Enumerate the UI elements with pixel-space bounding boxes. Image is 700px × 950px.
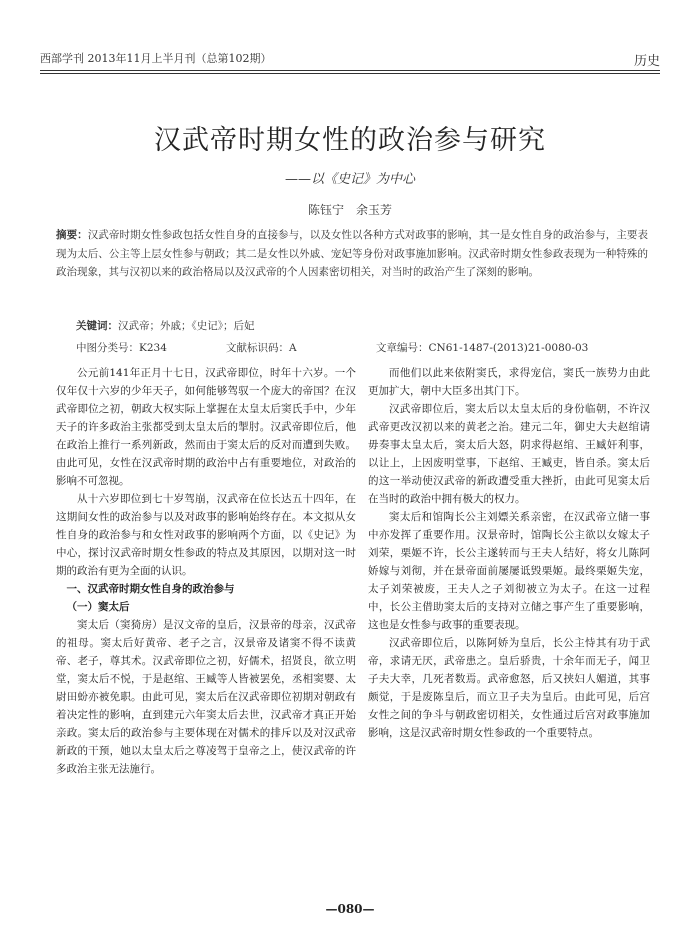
abstract xyxy=(56,226,648,282)
article-title: 汉武帝时期女性的政治参与研究 xyxy=(154,125,546,156)
authors: 陈钰宁 余玉芳 xyxy=(307,203,392,217)
clc-number: 中图分类号：K234 xyxy=(76,342,167,354)
abstract-text: 汉武帝时期女性参政包括女性自身的直接参与，以及女性以各种方式对政事的影响，其一是女性自身的政治参与，主要表现为太后、公主等上层女性参与朝政；其二是女性以外戚、宠妃等身份对政事施加影响。汉武帝时期女性参政表现为一种特殊的政治现象，其与汉初以来的政治格局以及汉武帝的个人因素密切相关，对当时的政治产生了深刻的影响。 xyxy=(56,229,648,278)
header-rule-thin xyxy=(40,73,660,74)
abstract-label: 摘要： xyxy=(56,229,88,241)
header-rule xyxy=(40,70,660,71)
article-subtitle: ——以《史记》为中心 xyxy=(284,172,415,187)
paragraph: 而他们以此来依附窦氏，求得宠信，窦氏一族势力由此更加扩大，朝中大臣多出其门下。 xyxy=(368,367,650,397)
article-number: 文章编号：CN61-1487-(2013)21-0080-03 xyxy=(376,342,589,354)
page-number: —080— xyxy=(325,902,375,916)
paragraph: 公元前141年正月十七日，汉武帝即位，时年十六岁。一个仅年仅十六岁的少年天子，如何能够驾驭一个庞大的帝国？在汉武帝即位之初，朝政大权实际上掌握在太皇太后窦氏手中，少年天子的许多政治主张都受到太皇太后的掣肘。汉武帝即位后，他在政治上推行一系列新政，然而由于窦太后的反对而遭到失败。由此可见，女性在汉武帝时期的政治中占有重要地位，对政治的影响不可忽视。 xyxy=(56,367,356,487)
paragraph: 窦太后和馆陶长公主刘嫖关系亲密，在汉武帝立储一事中亦发挥了重要作用。汉景帝时，馆陶长公主欲以女嫁太子刘荣，栗姬不许，长公主遂转而与王夫人结好，将女儿陈阿娇嫁与刘彻，并在景帝面前屡屡诋毁栗姬。最终栗姬失宠，太子刘荣被废，王夫人之子刘彻被立为太子。在这一过程中，长公主借助窦太后的支持对立储之事产生了重要影响，这也是女性参与政事的重要表现。 xyxy=(368,511,650,631)
paragraph: 从十六岁即位到七十岁驾崩，汉武帝在位长达五十四年，在这期间女性的政治参与以及对政事的影响始终存在。本文拟从女性自身的政治参与和女性对政事的影响两个方面，以《史记》为中心，探讨汉武帝时期女性参政的特点及其原因，以期对这一时期的政治有更为全面的认识。 xyxy=(56,493,356,577)
keywords-text: 汉武帝；外戚；《史记》；后妃 xyxy=(118,320,255,332)
journal-info: 西部学刊 2013年11月上半月刊（总第102期） xyxy=(40,52,272,65)
section-heading: 一、汉武帝时期女性自身的政治参与 xyxy=(66,583,235,595)
body-column-right xyxy=(368,364,650,894)
paragraph: 汉武帝即位后，以陈阿娇为皇后，长公主恃其有功于武帝，求请无厌，武帝患之。皇后骄贵，十余年而无子，闻卫子夫大幸，几死者数焉。武帝愈怒，后又挟妇人媚道，其事颇觉，于是废陈皇后，而立卫子夫为皇后。由此可见，后宫女性之间的争斗与朝政密切相关，女性通过后宫对政事施加影响，这是汉武帝时期女性参政的一个重要特点。 xyxy=(368,637,650,739)
document-code: 文献标识码：A xyxy=(226,342,297,354)
body-column-left xyxy=(56,364,356,894)
paragraph: 汉武帝即位后，窦太后以太皇太后的身份临朝，不许汉武帝更改汉初以来的黄老之治。建元二年，御史大夫赵绾请毋奏事太皇太后，窦太后大怒，阴求得赵绾、王臧奸利事，以让上，上因废明堂事，下赵绾、王臧吏，皆自杀。窦太后的这一举动使汉武帝的新政遭受重大挫折，由此可见窦太后在当时的政治中拥有极大的权力。 xyxy=(368,403,650,505)
section-label: 历史 xyxy=(633,54,660,69)
keywords xyxy=(76,318,648,333)
keywords-label: 关键词： xyxy=(76,320,118,332)
section-heading: （一）窦太后 xyxy=(66,601,130,613)
running-header xyxy=(40,50,660,68)
paragraph: 窦太后（窦猗房）是汉文帝的皇后，汉景帝的母亲，汉武帝的祖母。窦太后好黄帝、老子之言，汉景帝及诸窦不得不读黄帝、老子，尊其术。汉武帝即位之初，好儒术，招贤良，欲立明堂，窦太后不悦，于是赵绾、王臧等人皆被罢免，丞相窦婴、太尉田蚡亦被免职。由此可见，窦太后在汉武帝即位初期对朝政有着决定性的影响，直到建元六年窦太后去世，汉武帝才真正开始亲政。窦太后的政治参与主要体现在对儒术的排斥以及对汉武帝新政的干预，她以太皇太后之尊凌驾于皇帝之上，使汉武帝的许多政治主张无法施行。 xyxy=(56,619,356,775)
